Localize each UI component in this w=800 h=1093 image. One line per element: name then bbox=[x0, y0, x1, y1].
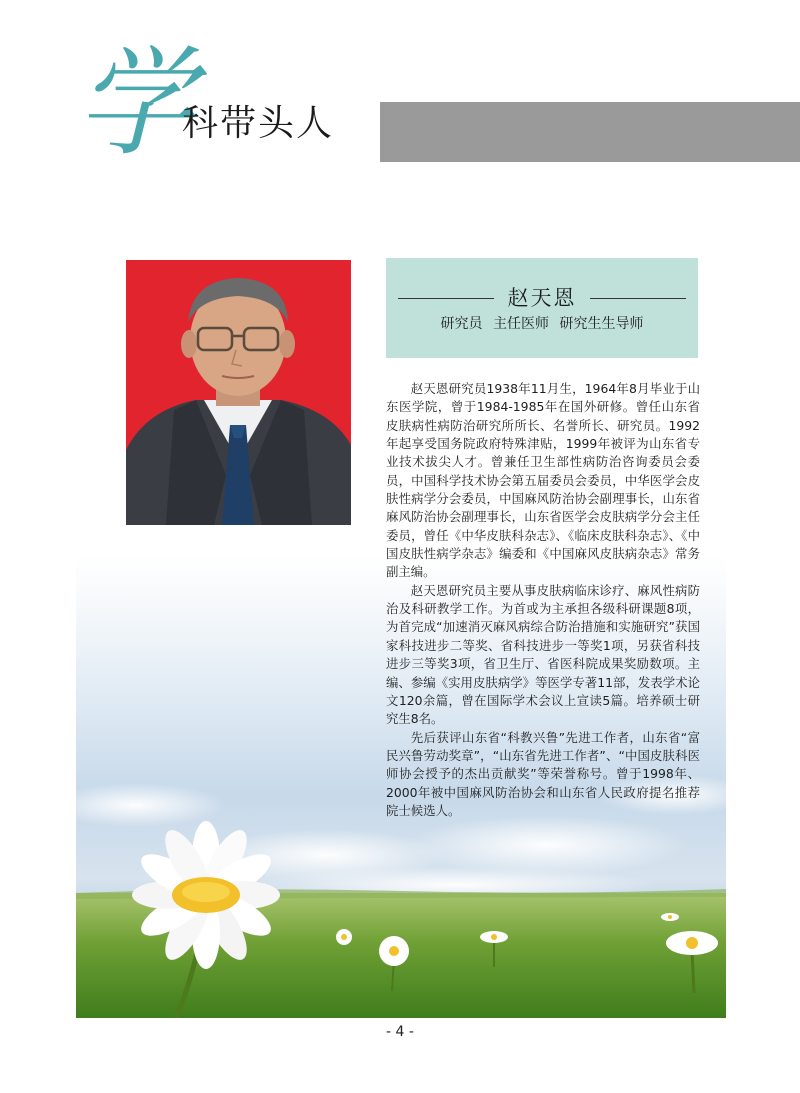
biography-text bbox=[386, 380, 700, 820]
header-gray-bar bbox=[380, 102, 800, 162]
person-titles: 研究员 主任医师 研究生生导师 bbox=[440, 316, 644, 332]
name-divider-right bbox=[590, 298, 686, 299]
daisy-small-icon bbox=[336, 929, 352, 945]
page-title: 科带头人 bbox=[182, 103, 335, 144]
person-portrait-icon bbox=[126, 260, 351, 525]
name-card bbox=[386, 258, 698, 358]
portrait-photo bbox=[126, 260, 351, 525]
header-decorative-character: 学 bbox=[76, 34, 195, 172]
daisy-small-icon bbox=[661, 913, 679, 921]
bio-paragraph: 先后获评山东省“科教兴鲁”先进工作者，山东省“富民兴鲁劳动奖章”，“山东省先进工作者”、“中国皮肤科医师协会授予的杰出贡献奖”等荣誉称号。曾于1998年、2000年被中国麻风防治协会和山东省人民政府提名推荐院士候选人。 bbox=[386, 729, 700, 818]
person-name: 赵天恩 bbox=[507, 286, 577, 310]
page-number: - 4 - bbox=[386, 1024, 414, 1040]
bio-paragraph: 赵天恩研究员主要从事皮肤病临床诊疗、麻风性病防治及科研教学工作。为首或为主承担各级科研课题8项，为首完成“加速消灭麻风病综合防治措施和实施研究”获国家科技进步二等奖、省科技进步一等奖1项，另获省科技进步三等奖3项，省卫生厅、省医科院成果奖励数项。主编、参编《实用皮肤病学》等医学专著11部，发表学术论文120余篇，曾在国际学术会议上宣读5篇。培养硕士研究生8名。 bbox=[386, 582, 700, 727]
bio-paragraph: 赵天恩研究员1938年11月生，1964年8月毕业于山东医学院，曾于1984-1985年在国外研修。曾任山东省皮肤病性病防治研究所所长、名誉所长、研究员。1992年起享受国务院政府特殊津贴，1999年被评为山东省专业技术拔尖人才。曾兼任卫生部性病防治咨询委员会委员，中国科学技术协会第五届委员会委员，中华医学会皮肤性病学分会委员，中国麻风防治协会副理事长，山东省麻风防治协会副理事长，山东省医学会皮肤病学分会主任委员，曾任《中华皮肤科杂志》、《临床皮肤科杂志》、《中国皮肤性病学杂志》编委和《中国麻风皮肤病杂志》常务副主编。 bbox=[386, 381, 700, 580]
